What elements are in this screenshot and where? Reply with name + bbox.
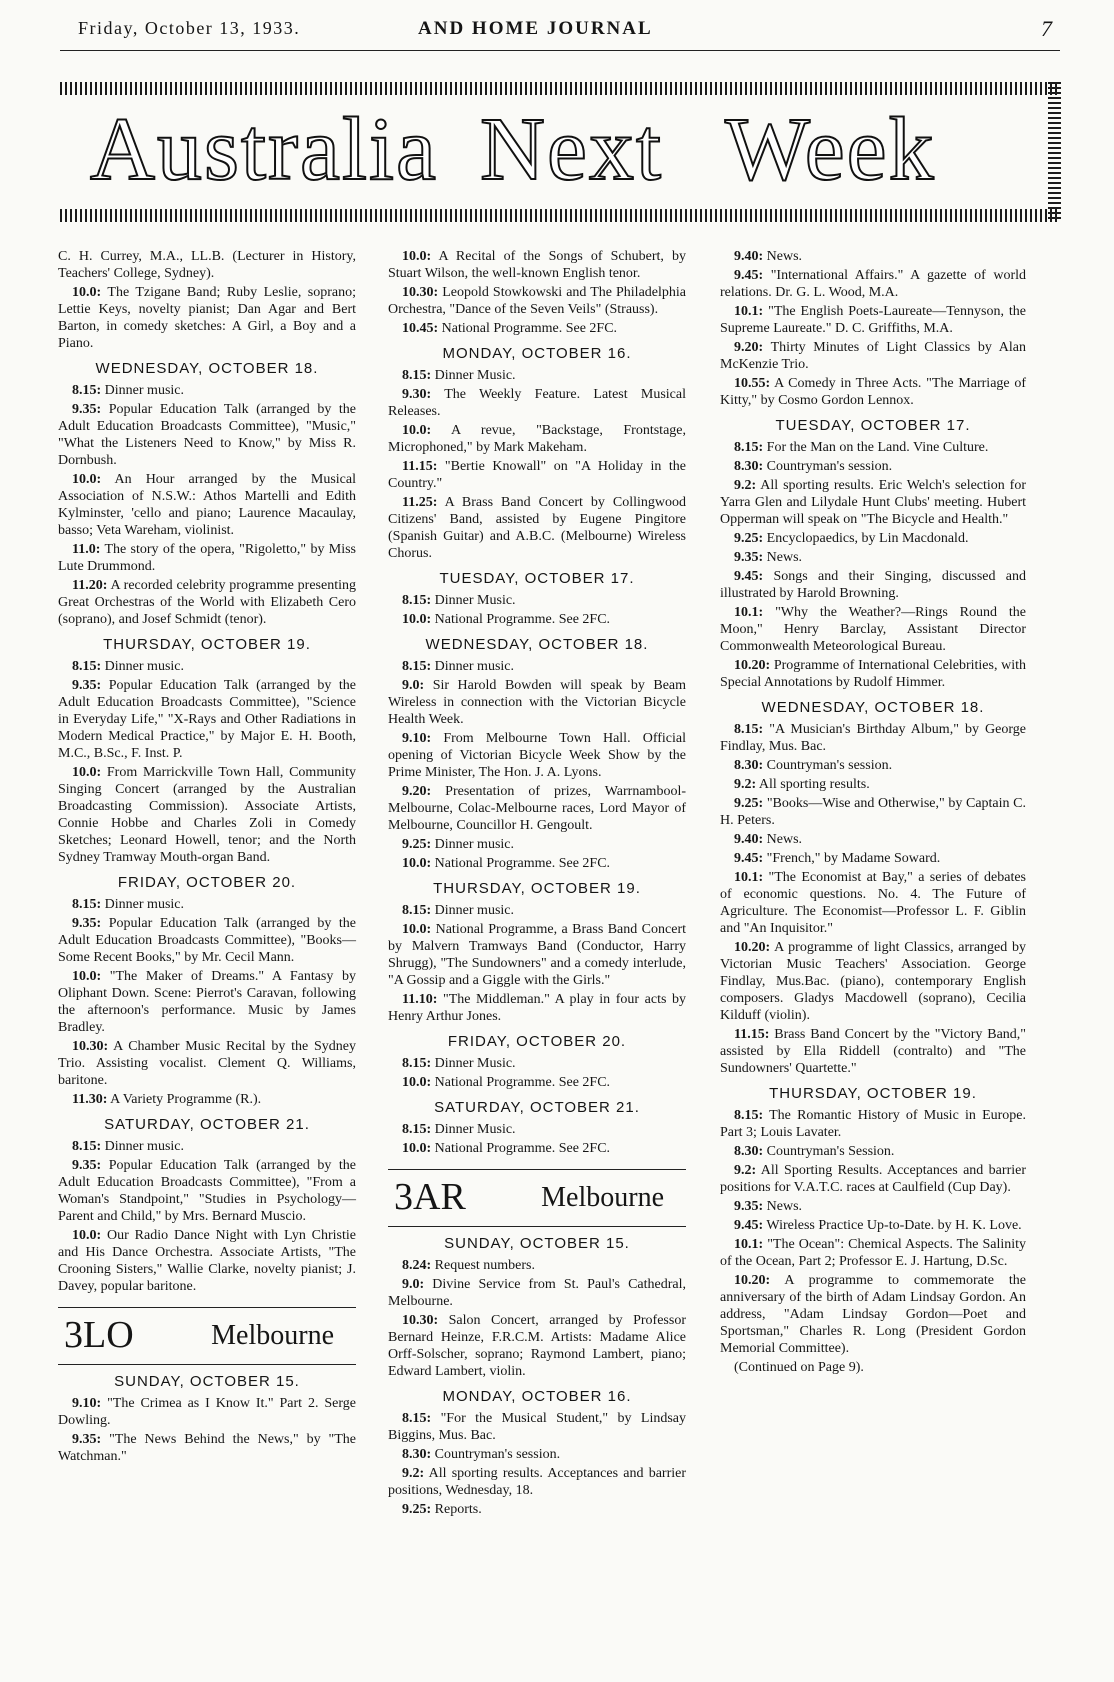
listing-item: 10.0: National Programme. See 2FC. bbox=[402, 1141, 611, 1156]
listing-item: 9.2: All Sporting Results. Acceptances and barrier positions for V.A.T.C. races at Caulfield (Cup Day). bbox=[720, 1163, 1026, 1195]
listing-item: 8.24: Request numbers. bbox=[402, 1258, 535, 1273]
listing-item: 10.0: "The Maker of Dreams." A Fantasy by Oliphant Down. Scene: Pierrot's Caravan, following the afternoon's performance. Music by James Bradley. bbox=[58, 969, 356, 1035]
day-heading: THURSDAY, OCTOBER 19. bbox=[433, 880, 641, 897]
listing-item: 10.30: Salon Concert, arranged by Professor Bernard Heinze, F.R.C.M. Artists: Madame Alice Orff-Solscher, soprano; Raymond Lambert, piano; Edward Lambert, violin. bbox=[388, 1313, 686, 1379]
station-callsign: 3LO bbox=[64, 1314, 134, 1356]
page-number: 7 bbox=[1041, 16, 1052, 41]
day-heading: THURSDAY, OCTOBER 19. bbox=[769, 1085, 977, 1102]
listing-item: 10.0: National Programme. See 2FC. bbox=[402, 856, 611, 871]
listing-item: 8.15: Dinner Music. bbox=[402, 1122, 516, 1137]
listing-item: 9.35: "The News Behind the News," by "The Watchman." bbox=[58, 1432, 356, 1464]
listing-item: 8.15: Dinner music. bbox=[402, 659, 514, 674]
listing-item: 9.10: "The Crimea as I Know It." Part 2. Serge Dowling. bbox=[58, 1396, 356, 1428]
listing-item: 11.15: Brass Band Concert by the "Victory Band," assisted by Ella Riddell (contralto) and "The Sundowners' Quartette." bbox=[720, 1027, 1026, 1076]
listing-item: 10.0: National Programme. See 2FC. bbox=[402, 612, 611, 627]
listing-item: 8.15: Dinner music. bbox=[72, 383, 184, 398]
day-heading: MONDAY, OCTOBER 16. bbox=[442, 345, 632, 362]
section-banner bbox=[60, 100, 1045, 210]
listing-item: 9.45: Wireless Practice Up-to-Date. by H. K. Love. bbox=[734, 1218, 1022, 1233]
listing-item: 9.35: Popular Education Talk (arranged by the Adult Education Broadcasts Committee), "Science in Everyday Life," "X-Rays and Other Radiations in Modern Medical Practice," by Major E. H. Booth, M.C., B.Sc., F. Inst. P. bbox=[58, 678, 357, 761]
listing-item: 8.30: Countryman's Session. bbox=[734, 1144, 895, 1159]
day-heading: FRIDAY, OCTOBER 20. bbox=[447, 1033, 627, 1050]
banner-word-2: Next bbox=[480, 100, 663, 199]
day-heading: TUESDAY, OCTOBER 17. bbox=[439, 570, 635, 587]
listing-item: 9.25: "Books—Wise and Otherwise," by Captain C. H. Peters. bbox=[720, 796, 1027, 828]
listing-item: 10.0: National Programme, a Brass Band Concert by Malvern Tramways Band (Conductor, Harry Shrugg), "The Sundowners" and a comedy interlude, "A Gossip and a Giggle with the Girls." bbox=[388, 922, 687, 988]
listing-item: 10.1: "The Economist at Bay," a series of debates of economic questions. No. 4. The Future of Agriculture. The Economist—Professor L. F. Giblin and "An Inquisitor." bbox=[720, 870, 1027, 936]
banner-border-top bbox=[60, 82, 1060, 95]
listing-item: 8.15: Dinner Music. bbox=[402, 368, 516, 383]
listing-item: 10.0: The Tzigane Band; Ruby Leslie, soprano; Lettie Keys, novelty pianist; Dan Agar and Bert Barton, in comedy sketches: A Girl, a Boy and a Piano. bbox=[58, 285, 357, 351]
listing-item: 8.15: Dinner Music. bbox=[402, 1056, 516, 1071]
listing-item: 10.1: "Why the Weather?—Rings Round the Moon," Henry Barclay, Assistant Director Commonwealth Meteorological Bureau. bbox=[720, 605, 1026, 654]
listing-item: 9.40: News. bbox=[734, 832, 803, 847]
listing-item: 8.30: Countryman's session. bbox=[734, 758, 893, 773]
running-header bbox=[78, 18, 1054, 48]
listing-item: 10.0: An Hour arranged by the Musical Association of N.S.W.: Athos Martelli and Edith Kylminster, 'cello and piano; Laurence Macaulay, basso; Veta Wareham, violinist. bbox=[58, 472, 356, 538]
listing-item: 10.1: "The Ocean": Chemical Aspects. The Salinity of the Ocean, Part 2; Professor E. J. Hartung, D.Sc. bbox=[720, 1237, 1027, 1269]
listing-item: 11.30: A Variety Programme (R.). bbox=[72, 1092, 262, 1107]
station-city: Melbourne bbox=[541, 1182, 664, 1213]
banner-border-bottom bbox=[60, 209, 1060, 222]
listing-item: 11.20: A recorded celebrity programme presenting Great Orchestras of the World with Elizabeth Cero (soprano), and Josef Schmidt (tenor). bbox=[58, 578, 356, 627]
listing-item: 10.0: From Marrickville Town Hall, Community Singing Concert (arranged by the Australian Broadcasting Commission). Associate Artists, Connie Hobbe and Charles Zoli in Comedy Sketches; Leonard Howell, tenor; and the North Sydney Tramway Mouth-organ Band. bbox=[58, 765, 356, 865]
day-heading: WEDNESDAY, OCTOBER 18. bbox=[425, 636, 649, 653]
listing-item: 9.45: "French," by Madame Soward. bbox=[734, 851, 941, 866]
listing-item: 9.40: News. bbox=[734, 249, 803, 264]
listing-item: 9.35: Popular Education Talk (arranged by the Adult Education Broadcasts Committee), "Books—Some Recent Books," by Mr. Cecil Mann. bbox=[58, 916, 357, 965]
listing-item: 8.15: Dinner music. bbox=[72, 1139, 184, 1154]
listing-item: 8.15: Dinner music. bbox=[402, 903, 514, 918]
listing-item: 8.15: Dinner Music. bbox=[402, 593, 516, 608]
day-heading: TUESDAY, OCTOBER 17. bbox=[775, 417, 971, 434]
listing-item: 11.15: "Bertie Knowall" on "A Holiday in the Country." bbox=[388, 459, 686, 491]
journal-name: AND HOME JOURNAL bbox=[418, 18, 653, 39]
listing-item: 8.15: Dinner music. bbox=[72, 659, 184, 674]
issue-date: Friday, October 13, 1933. bbox=[78, 18, 301, 38]
listing-item: 9.20: Presentation of prizes, Warrnambool-Melbourne, Colac-Melbourne races, Lord Mayor of Melbourne, Councillor H. Gengoult. bbox=[388, 784, 686, 833]
listing-item: 10.20: A programme to commemorate the anniversary of the birth of Adam Lindsay Gordon. An address, "Adam Lindsay Gordon—Poet and Sportsman," Charles R. Long (President Gordon Memorial Committee). bbox=[720, 1273, 1026, 1356]
listing-item: 8.15: The Romantic History of Music in Europe. Part 3; Louis Lavater. bbox=[720, 1108, 1026, 1140]
listing-item: 10.0: A Recital of the Songs of Schubert, by Stuart Wilson, the well-known English tenor. bbox=[388, 249, 686, 281]
continued-note: (Continued on Page 9). bbox=[734, 1360, 864, 1375]
day-heading: SATURDAY, OCTOBER 21. bbox=[104, 1116, 310, 1133]
listing-item: 9.45: Songs and their Singing, discussed and illustrated by Harold Browning. bbox=[720, 569, 1026, 601]
listing-item: 8.15: Dinner music. bbox=[72, 897, 184, 912]
column-1 bbox=[58, 248, 356, 1467]
listing-item: 9.35: News. bbox=[734, 550, 803, 565]
listing-item: 10.45: National Programme. See 2FC. bbox=[402, 321, 618, 336]
listing-item: 10.0: A revue, "Backstage, Frontstage, Microphoned," by Mark Makeham. bbox=[388, 423, 686, 455]
listing-item: 9.2: All sporting results. bbox=[734, 777, 870, 792]
station-city: Melbourne bbox=[211, 1320, 334, 1351]
listing-item: 9.35: Popular Education Talk (arranged by the Adult Education Broadcasts Committee), "From a Woman's Standpoint," "Studies in Psychology—Parent and Child," by Mrs. Bernard Muscio. bbox=[58, 1158, 357, 1224]
listing-item: 10.30: A Chamber Music Recital by the Sydney Trio. Assisting vocalist. Clement Q. Williams, baritone. bbox=[58, 1039, 356, 1088]
day-heading: SATURDAY, OCTOBER 21. bbox=[434, 1099, 640, 1116]
listing-item: 8.30: Countryman's session. bbox=[402, 1447, 561, 1462]
header-rule bbox=[60, 50, 1060, 51]
listing-item: 9.25: Encyclopaedics, by Lin Macdonald. bbox=[734, 531, 969, 546]
listing-item: 9.0: Divine Service from St. Paul's Cathedral, Melbourne. bbox=[388, 1277, 686, 1309]
column-3 bbox=[720, 248, 1026, 1378]
listing-item: 10.55: A Comedy in Three Acts. "The Marriage of Kitty," by Cosmo Gordon Lennox. bbox=[720, 376, 1026, 408]
banner-word-1: Australia bbox=[90, 100, 438, 199]
listing-item: 8.30: Countryman's session. bbox=[734, 459, 893, 474]
listing-item: 9.20: Thirty Minutes of Light Classics by Alan McKenzie Trio. bbox=[720, 340, 1026, 372]
day-heading: SUNDAY, OCTOBER 15. bbox=[114, 1373, 300, 1390]
listing-item: 11.25: A Brass Band Concert by Collingwood Citizens' Band, assisted by Eugene Pingitore (Spanish Guitar) and A.B.C. (Melbourne) Wireless Chorus. bbox=[388, 495, 686, 561]
listing-item: 10.1: "The English Poets-Laureate—Tennyson, the Supreme Laureate." D. C. Griffiths, M.A. bbox=[720, 304, 1027, 336]
listing-item: 10.20: A programme of light Classics, arranged by Victorian Music Teachers' Association. George Findlay, Mus.Bac. (piano), contemporary English composers. Gladys Macdowell (soprano), Cecilia Kilduff (violin). bbox=[720, 940, 1026, 1023]
listing-item: 8.15: "A Musician's Birthday Album," by George Findlay, Mus. Bac. bbox=[720, 722, 1027, 754]
listing-item: 9.0: Sir Harold Bowden will speak by Beam Wireless in connection with the Victorian Bicycle Health Week. bbox=[388, 678, 687, 727]
listing-item: 9.2: All sporting results. Acceptances and barrier positions, Wednesday, 18. bbox=[388, 1466, 687, 1498]
listing-item: 9.30: The Weekly Feature. Latest Musical Releases. bbox=[388, 387, 687, 419]
listing-item: 11.0: The story of the opera, "Rigoletto," by Miss Lute Drummond. bbox=[58, 542, 356, 574]
station-header-3ar bbox=[388, 1169, 686, 1227]
station-header-3lo bbox=[58, 1307, 356, 1365]
listing-item: 8.15: For the Man on the Land. Vine Culture. bbox=[734, 440, 989, 455]
listing-item: 10.0: National Programme. See 2FC. bbox=[402, 1075, 611, 1090]
listing-item: 9.2: All sporting results. Eric Welch's selection for Yarra Glen and Lilydale Hunt Clubs' meeting. Hubert Opperman will speak on "The Bicycle and Health." bbox=[720, 478, 1026, 527]
listing-item: 9.35: News. bbox=[734, 1199, 803, 1214]
listing-item: 9.25: Reports. bbox=[402, 1502, 482, 1517]
day-heading: WEDNESDAY, OCTOBER 18. bbox=[761, 699, 985, 716]
station-callsign: 3AR bbox=[394, 1176, 466, 1218]
listing-item: 9.25: Dinner music. bbox=[402, 837, 514, 852]
column-2 bbox=[388, 248, 686, 1520]
day-heading: WEDNESDAY, OCTOBER 18. bbox=[95, 360, 319, 377]
listing-item: 9.10: From Melbourne Town Hall. Official opening of Victorian Bicycle Week Show by the Prime Minister, The Hon. J. A. Lyons. bbox=[388, 731, 686, 780]
day-heading: THURSDAY, OCTOBER 19. bbox=[103, 636, 311, 653]
listing-item: 8.15: "For the Musical Student," by Lindsay Biggins, Mus. Bac. bbox=[388, 1411, 687, 1443]
listing-item: 9.35: Popular Education Talk (arranged by the Adult Education Broadcasts Committee), "Music," "What the Listeners Need to Know," by Miss R. Dornbush. bbox=[58, 402, 357, 468]
listing-item: 10.30: Leopold Stowkowski and The Philadelphia Orchestra, "Dance of the Seven Veils" (Strauss). bbox=[388, 285, 686, 317]
day-heading: SUNDAY, OCTOBER 15. bbox=[444, 1235, 630, 1252]
day-heading: MONDAY, OCTOBER 16. bbox=[442, 1388, 632, 1405]
listing-item: 11.10: "The Middleman." A play in four acts by Henry Arthur Jones. bbox=[388, 992, 687, 1024]
banner-word-3: Week bbox=[725, 100, 936, 199]
listing-paragraph: C. H. Currey, M.A., LL.B. (Lecturer in History, Teachers' College, Sydney). bbox=[58, 249, 356, 281]
banner-border-side bbox=[1048, 82, 1061, 222]
listing-item: 10.20: Programme of International Celebrities, with Special Annotations by Rudolf Himmer. bbox=[720, 658, 1026, 690]
listing-item: 10.0: Our Radio Dance Night with Lyn Christie and His Dance Orchestra. Associate Artists, "The Crooning Sisters," Wallie Clarke, novelty pianist; J. Davey, popular baritone. bbox=[58, 1228, 357, 1294]
day-heading: FRIDAY, OCTOBER 20. bbox=[117, 874, 297, 891]
listing-item: 9.45: "International Affairs." A gazette of world relations. Dr. G. L. Wood, M.A. bbox=[720, 268, 1027, 300]
